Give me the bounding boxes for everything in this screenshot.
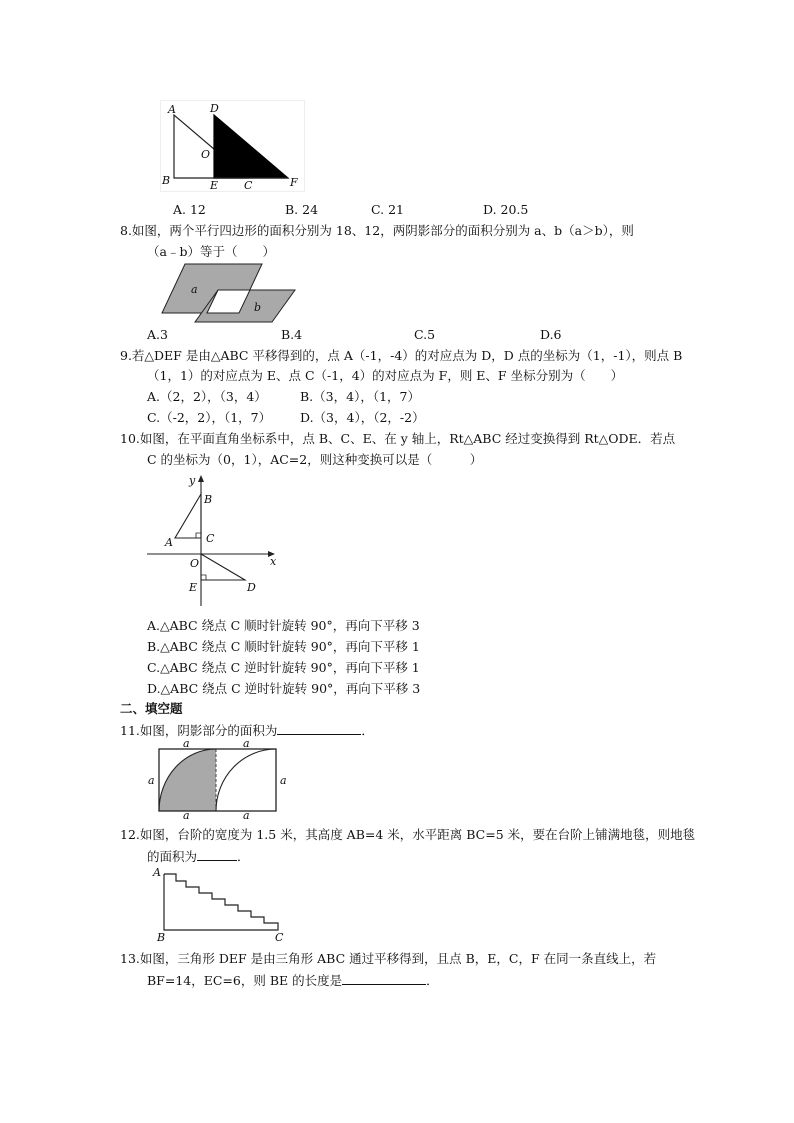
q7-option-c[interactable]: C. 21 — [371, 202, 404, 217]
label-o: O — [190, 557, 200, 570]
label-e: E — [189, 581, 198, 594]
q8-label-b: b — [254, 301, 262, 314]
label-b: B — [204, 493, 213, 506]
q8-label-a: a — [191, 283, 198, 296]
label-d: D — [247, 581, 256, 594]
q8-option-c[interactable]: C.5 — [414, 327, 436, 342]
q12-label-a: A — [153, 866, 161, 879]
q8-question-line1: 8.如图，两个平行四边形的面积分别为 18、12，两阴影部分的面积分别为 a、b（a＞b），则 — [120, 223, 634, 238]
q8-option-b[interactable]: B.4 — [281, 327, 303, 342]
label-a: A — [165, 536, 173, 549]
q8-option-d[interactable]: D.6 — [540, 327, 562, 342]
q7-label-d: D — [210, 102, 219, 115]
q11-text: 11.如图，阴影部分的面积为 — [120, 723, 278, 738]
q7-label-o: O — [201, 148, 211, 161]
q10-question-line1: 10.如图，在平面直角坐标系中，点 B、C、E、在 y 轴上，Rt△ABC 经过变换得到 Rt△ODE．若点 — [120, 431, 676, 446]
q12-label-b: B — [157, 931, 166, 944]
q10-coordinate-figure — [145, 472, 280, 608]
q10-question-line2: C 的坐标为（0，1），AC=2，则这种变换可以是（ ） — [147, 452, 483, 467]
q11-figure — [143, 738, 293, 820]
shaded-region — [159, 749, 216, 811]
section-heading-fill-in: 二、填空题 — [120, 701, 183, 716]
q10-option-b[interactable]: B.△ABC 绕点 C 顺时针旋转 90°，再向下平移 1 — [147, 639, 420, 654]
q12-staircase-figure — [150, 866, 285, 944]
q9-option-c[interactable]: C.（-2，2），（1，7） — [147, 410, 272, 425]
q11-label-bottom-right: a — [243, 809, 250, 820]
q11-label-bottom-left: a — [183, 809, 190, 820]
q11-label-top-right: a — [243, 738, 250, 750]
q12-end: ． — [237, 849, 250, 864]
q7-label-b: B — [162, 174, 171, 187]
q12-question-line1: 12.如图，台阶的宽度为 1.5 米，其高度 AB=4 米，水平距离 BC=5 米，要在台阶上铺满地毯，则地毯 — [120, 827, 696, 842]
q7-label-c: C — [244, 179, 253, 192]
label-y: y — [189, 474, 196, 487]
q13-text: BF=14，EC=6，则 BE 的长度是 — [147, 973, 343, 988]
q7-label-a: A — [168, 103, 176, 116]
triangle-ode — [201, 554, 245, 580]
q13-answer-blank[interactable] — [342, 971, 426, 985]
triangle-abc — [175, 494, 201, 538]
q10-option-a[interactable]: A.△ABC 绕点 C 顺时针旋转 90°，再向下平移 3 — [147, 618, 420, 633]
label-c: C — [206, 532, 215, 545]
q7-label-f: F — [290, 176, 298, 189]
q12-label-c: C — [275, 931, 284, 944]
q7-label-e: E — [210, 179, 219, 192]
q7-option-b[interactable]: B. 24 — [285, 202, 319, 217]
q9-option-d[interactable]: D.（3，4），（2，-2） — [300, 410, 425, 425]
q8-question-line2: （a﹣b）等于（ ） — [147, 244, 275, 259]
q11-label-right: a — [280, 774, 287, 787]
q11-end: ． — [361, 723, 374, 738]
q10-option-d[interactable]: D.△ABC 绕点 C 逆时针旋转 90°，再向下平移 3 — [147, 681, 421, 696]
q7-option-a[interactable]: A. 12 — [173, 202, 206, 217]
q12-question-line2 — [147, 847, 250, 866]
q13-question-line1: 13.如图，三角形 DEF 是由三角形 ABC 通过平移得到，且点 B，E，C，F 在同一条直线上，若 — [120, 951, 657, 966]
label-x: x — [270, 555, 277, 568]
q11-answer-blank[interactable] — [277, 721, 361, 735]
q11-label-top-left: a — [183, 738, 190, 750]
q7-option-d[interactable]: D. 20.5 — [483, 202, 529, 217]
q11-label-left: a — [148, 774, 155, 787]
q9-option-b[interactable]: B.（3，4），（1，7） — [300, 389, 420, 404]
staircase-outline — [164, 874, 278, 930]
q7-figure — [160, 100, 305, 192]
q13-end: ． — [426, 973, 439, 988]
q8-option-a[interactable]: A.3 — [147, 327, 168, 342]
q13-question-line2 — [147, 971, 439, 990]
q12-text: 的面积为 — [147, 849, 198, 864]
q8-figure — [160, 262, 300, 324]
q10-option-c[interactable]: C.△ABC 绕点 C 逆时针旋转 90°，再向下平移 1 — [147, 660, 420, 675]
q9-question-line2: （1，1）的对应点为 E、点 C（-1，4）的对应点为 F，则 E、F 坐标分别为（ ） — [147, 368, 624, 383]
q9-option-a[interactable]: A.（2，2），（3，4） — [147, 389, 267, 404]
q12-answer-blank[interactable] — [197, 847, 237, 861]
q9-question-line1: 9.若△DEF 是由△ABC 平移得到的，点 A（-1，-4）的对应点为 D，D 点的坐标为（1，-1），则点 B — [120, 348, 683, 363]
